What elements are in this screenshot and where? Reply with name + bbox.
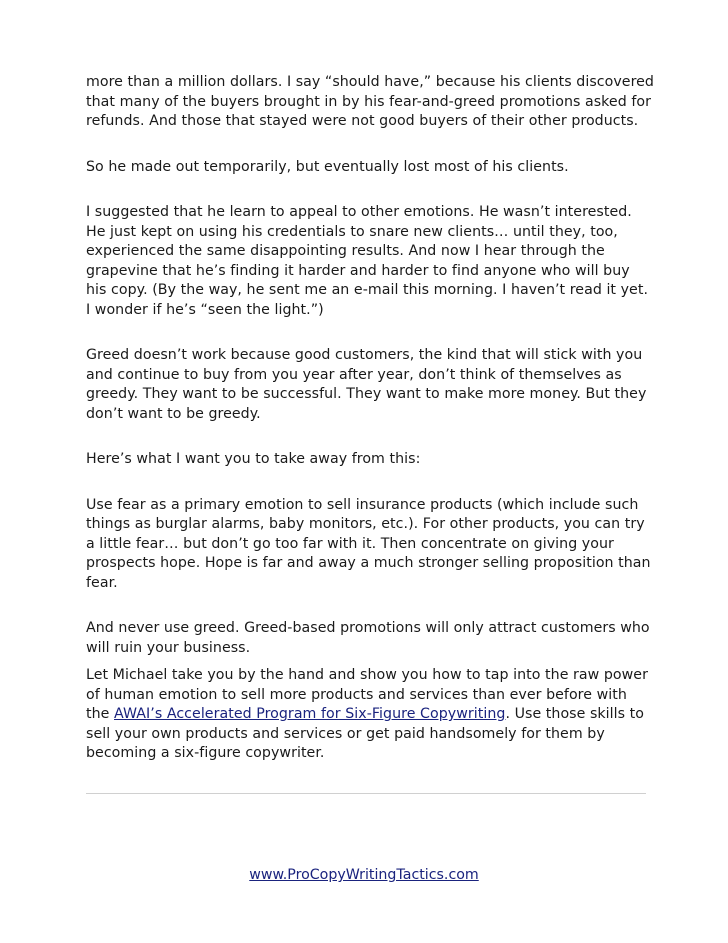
- cta-text-after: . Use those skills to sell your own products and services or get paid handsomely for them by becoming a six-figure copywriter.: [86, 706, 644, 761]
- paragraph-use-fear: Use fear as a primary emotion to sell insurance products (which include such things as burglar alarms, baby monitors, etc.). For other products, you can try a little fear… but don’t go too far with it. Then concentrate on giving your prospects hope. Hope is far and away a much stronger selling proposition than fear.: [86, 496, 651, 591]
- paragraph-never-use-greed: And never use greed. Greed-based promotions will only attract customers who will ruin your business.: [86, 620, 650, 656]
- footer-divider: [86, 793, 646, 794]
- paragraph-takeaway-intro: Here’s what I want you to take away from this:: [86, 451, 421, 467]
- page-footer: [0, 866, 728, 885]
- paragraph-lost-clients: So he made out temporarily, but eventually lost most of his clients.: [86, 158, 569, 175]
- cta-text-before: Let Michael take you by the hand and show you how to tap into the raw power of human emotion to sell more products and services than ever before with the: [86, 667, 648, 722]
- awai-program-link[interactable]: AWAI’s Accelerated Program for Six-Figure Copywriting: [114, 706, 506, 722]
- footer-website-link[interactable]: www.ProCopyWritingTactics.com: [249, 867, 479, 883]
- paragraph-call-to-action: [86, 666, 654, 764]
- paragraph-million-dollars: more than a million dollars. I say “should have,” because his clients discovered that many of the buyers brought in by his fear-and-greed promotions asked for refunds. And those that stayed were not good buyers of their other products.: [86, 74, 654, 129]
- paragraph-other-emotions: I suggested that he learn to appeal to other emotions. He wasn’t interested. He just kept on using his credentials to snare new clients… until they, too, experienced the same disappointing results. And now I hear through the grapevine that he’s finding it harder and harder to find anyone who will buy his copy. (By the way, he sent me an e-mail this morning. I haven’t read it yet. I wonder if he’s “seen the light.”): [86, 204, 648, 318]
- document-body: [86, 73, 654, 764]
- paragraph-greed-doesnt-work: Greed doesn’t work because good customers, the kind that will stick with you and continue to buy from you year after year, don’t think of themselves as greedy. They want to be successful. They want to make more money. But they don’t want to be greedy.: [86, 347, 647, 422]
